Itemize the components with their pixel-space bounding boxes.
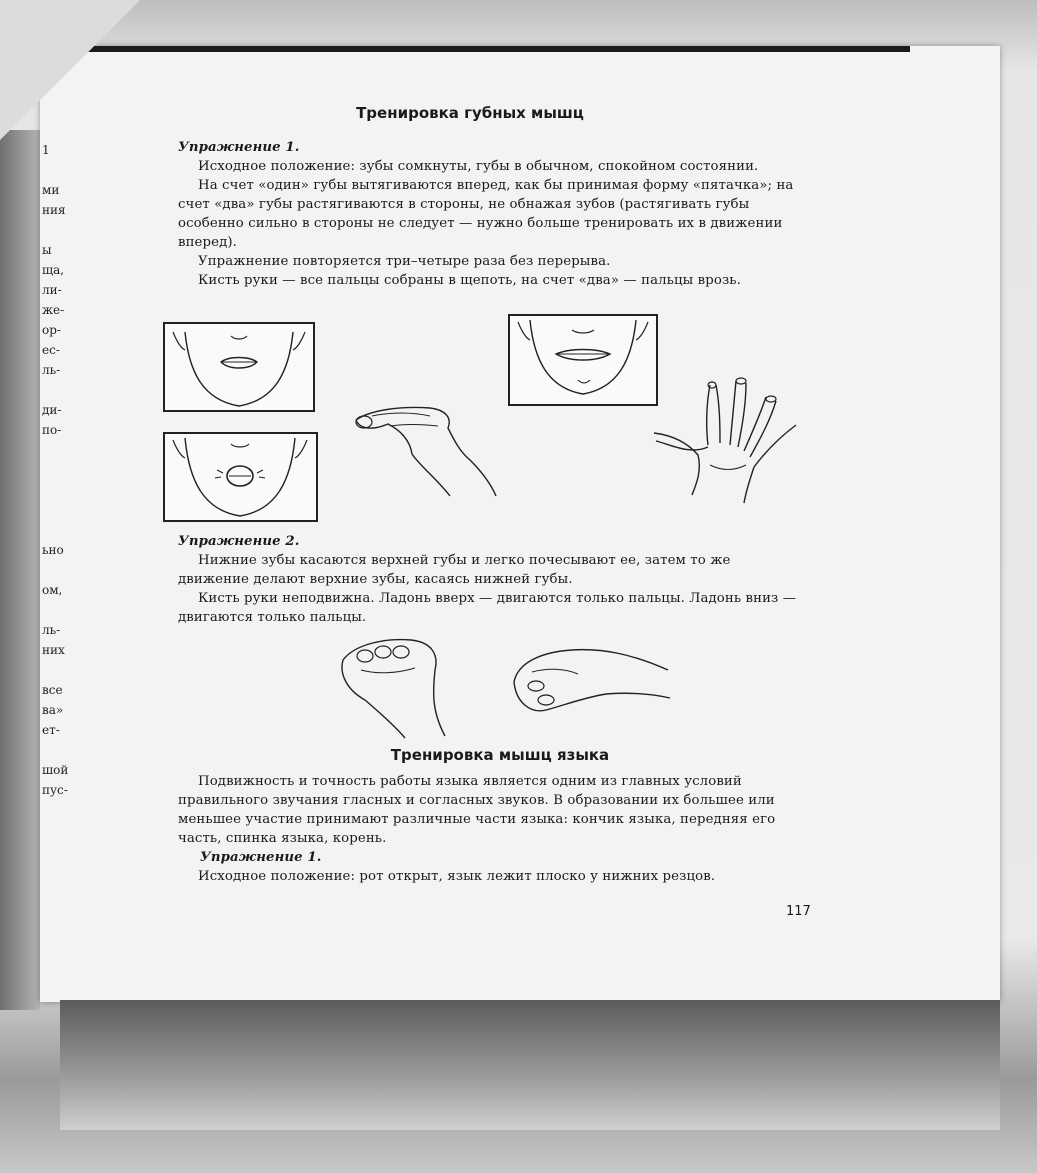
exercise-2-block <box>178 532 800 627</box>
hand-pinched-fingers-illustration <box>350 400 500 500</box>
page-top-edge <box>40 46 910 52</box>
hand-spread-fingers-illustration <box>650 375 800 505</box>
margin-line <box>42 220 82 240</box>
tongue-section-block <box>178 772 812 886</box>
margin-line <box>42 480 82 500</box>
face-stretched-lips-illustration <box>508 314 658 406</box>
margin-line <box>42 520 82 540</box>
paragraph: Подвижность и точность работы языка является одним из главных условий правильного звучания гласных и согласных звуков. В образовании их большее или меньшее участие принимают различные части языка: кончик языка, передняя его часть, спинка языка, корень. <box>178 774 776 846</box>
margin-line: них <box>42 643 65 657</box>
paragraph: На счет «один» губы вытягиваются вперед, как бы принимая форму «пятачка»; на счет «два» губы растягиваются в стороны, не обнажая зубов (растягивать губы особенно сильно в стороны не следует — нужно больше тренировать их в движении вперед). <box>178 178 794 250</box>
paragraph: Кисть руки — все пальцы собраны в щепоть, на счет «два» — пальцы врозь. <box>198 273 741 288</box>
margin-line: же- <box>42 303 65 317</box>
scan-left-shadow <box>0 130 40 1010</box>
paragraph: Исходное положение: зубы сомкнуты, губы в обычном, спокойном состоянии. <box>198 159 759 174</box>
margin-line <box>42 440 82 460</box>
margin-line: ор- <box>42 323 61 337</box>
hand-palm-up-illustration <box>335 630 455 740</box>
margin-line: шой <box>42 763 69 777</box>
paragraph: Кисть руки неподвижна. Ладонь вверх — двигаются только пальцы. Ладонь вниз — двигаются только пальцы. <box>178 591 797 625</box>
margin-line: все <box>42 683 63 697</box>
margin-line: ща, <box>42 263 65 277</box>
margin-line: ния <box>42 203 66 217</box>
page-number: 117 <box>786 904 811 919</box>
face-closed-lips-illustration <box>163 322 315 412</box>
page-corner-fold <box>0 0 140 140</box>
face-pursed-lips-illustration <box>163 432 318 522</box>
section-heading-lip-muscles: Тренировка губных мышц <box>356 104 584 122</box>
margin-line: ль- <box>42 363 61 377</box>
margin-line <box>42 380 82 400</box>
margin-line: ы <box>42 243 52 257</box>
margin-line <box>42 500 82 520</box>
margin-line: 1 <box>42 143 50 157</box>
margin-line <box>42 160 82 180</box>
margin-line: ет- <box>42 723 60 737</box>
margin-line <box>42 740 82 760</box>
previous-page-margin <box>42 140 82 800</box>
margin-line: ми <box>42 183 60 197</box>
margin-line: ли- <box>42 283 62 297</box>
margin-line: ом, <box>42 583 63 597</box>
margin-line: пус- <box>42 783 68 797</box>
exercise-1-block <box>178 138 796 290</box>
scan-bottom-shadow <box>60 1000 1000 1130</box>
margin-line: ва» <box>42 703 64 717</box>
margin-line <box>42 600 82 620</box>
margin-line: ьно <box>42 543 64 557</box>
exercise-label: Упражнение 1. <box>178 140 300 155</box>
paragraph: Упражнение повторяется три–четыре раза без перерыва. <box>198 254 611 269</box>
margin-line <box>42 460 82 480</box>
paragraph: Исходное положение: рот открыт, язык лежит плоско у нижних резцов. <box>198 869 716 884</box>
section-heading-tongue-muscles: Тренировка мышц языка <box>390 746 610 764</box>
margin-line: ес- <box>42 343 60 357</box>
margin-line: ль- <box>42 623 61 637</box>
margin-line <box>42 660 82 680</box>
margin-line: по- <box>42 423 62 437</box>
exercise-label: Упражнение 1. <box>200 850 322 865</box>
margin-line <box>42 560 82 580</box>
margin-line: ди- <box>42 403 62 417</box>
paragraph: Нижние зубы касаются верхней губы и легко почесывают ее, затем то же движение делают верхние зубы, касаясь нижней губы. <box>178 553 731 587</box>
exercise-label: Упражнение 2. <box>178 534 300 549</box>
hand-palm-down-illustration <box>512 642 672 722</box>
